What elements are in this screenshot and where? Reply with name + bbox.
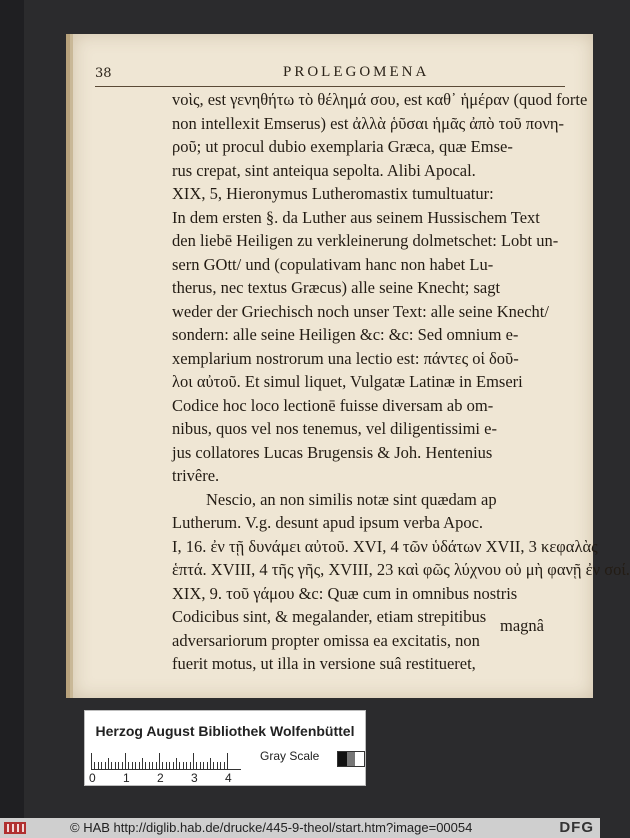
scale-number: 1: [123, 771, 130, 785]
scale-tick: [196, 762, 197, 769]
scale-tick: [135, 762, 136, 769]
text-line: λοι αὐτοῦ. Et simul liquet, Vulgatæ Latinæ in Emseri: [172, 372, 523, 391]
text-line: therus, nec textus Græcus) alle seine Knecht; sagt: [172, 278, 501, 297]
page-header: [95, 64, 565, 86]
library-label-card: [84, 710, 366, 786]
scale-tick: [220, 762, 221, 769]
dfg-logo: DFG: [559, 819, 594, 836]
scale-tick: [217, 762, 218, 769]
scale-tick: [108, 758, 109, 769]
scale-baseline: [91, 769, 241, 770]
scale-tick: [213, 762, 214, 769]
text-line: ἑπτά. XVIII, 4 τῆς γῆς, XVIII, 23 καὶ φῶς λύχνου οὐ μὴ φανῇ ἐν σοί.: [172, 560, 630, 579]
gray-swatch: [338, 752, 347, 766]
scale-tick: [125, 753, 126, 769]
scale-tick: [145, 762, 146, 769]
scale-tick: [132, 762, 133, 769]
gray-swatch: [355, 752, 364, 766]
scale-tick: [139, 762, 140, 769]
scale-tick: [207, 762, 208, 769]
measurement-scale: [91, 753, 251, 769]
gray-scale-label: Gray Scale: [260, 749, 320, 763]
scale-tick: [122, 762, 123, 769]
text-line: XIX, 9. τοῦ γάμου &c: Quæ cum in omnibus nostris: [172, 583, 518, 603]
header-rule: [95, 86, 565, 87]
scale-number: 0: [89, 771, 96, 785]
scale-tick: [200, 762, 201, 769]
page-body-text: [172, 88, 630, 676]
text-line: Codicibus sint, & megalander, etiam strepitibus: [172, 607, 487, 626]
scale-tick: [98, 762, 99, 769]
scale-tick: [115, 762, 116, 769]
scale-tick: [162, 762, 163, 769]
text-line: I, 16. ἐν τῇ δυνάμει αὐτοῦ. XVI, 4 τῶν ὑδάτων XVII, 3 κεφαλὰς: [172, 536, 598, 556]
scale-tick: [128, 762, 129, 769]
scale-tick: [190, 762, 191, 769]
scale-tick: [169, 762, 170, 769]
scale-tick: [152, 762, 153, 769]
scale-tick: [224, 762, 225, 769]
text-line: nibus, quos vel nos tenemus, vel diligentissimi e-: [172, 419, 497, 438]
text-line: Nescio, an non similis notæ sint quædam ap: [206, 489, 497, 509]
scale-tick: [94, 762, 95, 769]
scale-tick: [142, 758, 143, 769]
scale-tick: [210, 758, 211, 769]
text-line: ρoῦ; ut procul dubio exemplaria Græca, quæ Emse-: [172, 137, 513, 156]
text-line: fuerit motus, ut illa in versione suâ restitueret,: [172, 654, 476, 673]
scale-tick: [101, 762, 102, 769]
text-line: den liebē Heiligen zu verkleinerung dolmetschet: Lobt un-: [172, 231, 559, 250]
text-line: vοὶς, est γενηθήτω τὸ θέλημά σου, est καθ᾽ ἡμέραν (quod forte: [172, 90, 588, 109]
text-line: weder der Griechisch noch unser Text: alle seine Knecht/: [172, 301, 549, 321]
text-line: Lutherum. V.g. desunt apud ipsum verba Apoc.: [172, 513, 484, 532]
gray-scale-swatches: [337, 751, 365, 767]
text-line: sern GOtt/ und (copulativam hanc non habet Lu-: [172, 254, 494, 274]
text-line: jus collatores Lucas Brugensis & Joh. Hentenius: [172, 442, 493, 462]
text-line: trivêre.: [172, 466, 220, 485]
gray-swatch: [347, 752, 356, 766]
scale-tick: [173, 762, 174, 769]
scale-tick: [111, 762, 112, 769]
copyright-link[interactable]: © HAB http://diglib.hab.de/drucke/445-9-theol/start.htm?image=00054: [70, 820, 473, 835]
scale-tick: [203, 762, 204, 769]
hab-logo-icon: [4, 822, 26, 834]
text-line: In dem ersten §. da Luther aus seinem Hussischem Text: [172, 207, 540, 227]
scale-tick: [159, 753, 160, 769]
scale-tick: [186, 762, 187, 769]
scale-number: 3: [191, 771, 198, 785]
scale-tick: [118, 762, 119, 769]
scale-tick: [166, 762, 167, 769]
scale-tick: [193, 753, 194, 769]
text-line: adversariorum propter omissa ea excitatis, non: [172, 630, 480, 650]
page-number: 38: [95, 66, 112, 81]
scale-tick: [227, 753, 228, 769]
scale-tick: [179, 762, 180, 769]
text-line: XIX, 5, Hieronymus Lutheromastix tumultuatur:: [172, 184, 494, 203]
scale-tick: [156, 762, 157, 769]
book-spine-shadow: [0, 0, 24, 818]
text-line: xemplarium nostrorum una lectio est: πάντες οἱ δοῦ-: [172, 348, 519, 368]
text-line: Codice hoc loco lectionē fuisse diversam ab om-: [172, 395, 494, 415]
footer-bar: [0, 818, 600, 838]
scale-tick: [105, 762, 106, 769]
scale-tick: [149, 762, 150, 769]
scale-tick: [91, 753, 92, 769]
scale-tick: [176, 758, 177, 769]
text-line: non intellexit Emserus) est ἀλλὰ ῥῦσαι ἡμᾶς ἀπὸ τοῦ πονη-: [172, 113, 564, 133]
catchword: magnâ: [500, 616, 544, 635]
library-name: Herzog August Bibliothek Wolfenbüttel: [95, 723, 355, 739]
text-line: rus crepat, sint anteiqua sepolta. Alibi Apocal.: [172, 160, 476, 180]
scale-number: 2: [157, 771, 164, 785]
scale-number: 4: [225, 771, 232, 785]
text-line: sondern: alle seine Heiligen &c: &c: Sed omnium e-: [172, 325, 519, 344]
scale-tick: [183, 762, 184, 769]
running-head: PROLEGOMENA: [283, 64, 430, 80]
